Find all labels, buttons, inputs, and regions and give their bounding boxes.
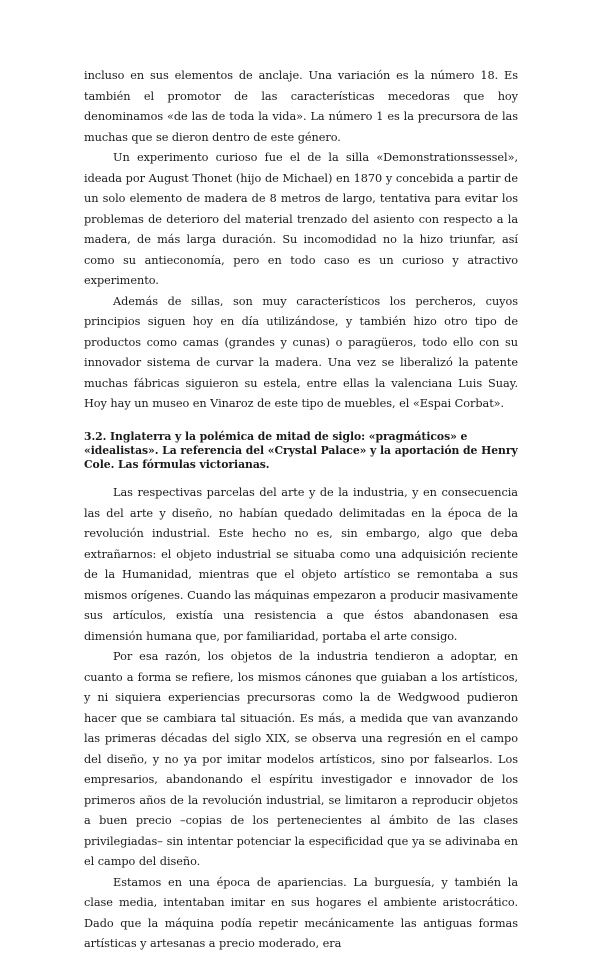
paragraph-percheros: Además de sillas, son muy característicos los percheros, cuyos principios siguen hoy en día utilizándose, y también hizo otro tipo de productos como camas (grandes y cunas) o paragüeros, todo ello con su innovador sistema de curvar la madera. Una vez se liberalizó la patente muchas fábricas siguieron su estela, entre ellas la valenciana Luis Suay. Hoy hay un museo en Vinaroz de este tipo de muebles, el «Espai Corbat». (84, 294, 518, 410)
paragraph-demonstrationssessel: Un experimento curioso fue el de la silla «Demonstrationssessel», ideada por August Thonet (hijo de Michael) en 1870 y concebida a partir de un solo elemento de madera de 8 metros de largo, tentativa para evitar los problemas de deterioro del material trenzado del asiento con respecto a la madera, de más larga duración. Su incomodidad no la hizo triunfar, así como su antieconomía, pero en todo caso es un curioso y atractivo experimento. (84, 151, 518, 287)
document-page (84, 66, 518, 955)
paragraph-anclaje: incluso en sus elementos de anclaje. Una variación es la número 18. Es también el promotor de las características mecedoras que hoy denominamos «de las de toda la vida». La número 1 es la precursora de las muchas que se dieron dentro de este género. (84, 69, 518, 144)
paragraph-arte-industria: Las respectivas parcelas del arte y de la industria, y en consecuencia las del arte y diseño, no habían quedado delimitadas en la época de la revolución industrial. Este hecho no es, sin embargo, algo que deba extrañarnos: el objeto industrial se situaba como una adquisición reciente de la Humanidad, mientras que el objeto artístico se remontaba a sus mismos orígenes. Cuando las máquinas empezaron a producir masivamente sus artículos, existía una resistencia a que éstos abandonasen esa dimensión humana que, por familiaridad, portaba el arte consigo. (84, 486, 518, 643)
paragraph-apariencias: Estamos en una época de apariencias. La burguesía, y también la clase media, intentaban imitar en sus hogares el ambiente aristocrático. Dado que la máquina podía repetir mecánicamente las antiguas formas artísticas y artesanas a precio moderado, era (84, 875, 518, 951)
section-heading: 3.2. Inglaterra y la polémica de mitad de siglo: «pragmáticos» e «idealistas». La referencia del «Crystal Palace» y la aportación de Henry Cole. Las fórmulas victorianas. (84, 429, 518, 472)
paragraph-canones: Por esa razón, los objetos de la industria tendieron a adoptar, en cuanto a forma se refiere, los mismos cánones que guiaban a los artísticos, y ni siquiera experiencias precursoras como la de Wedgwood pudieron hacer que se cambiara tal situación. Es más, a medida que van avanzando las primeras décadas del siglo XIX, se observa una regresión en el campo del diseño, y no ya por imitar modelos artísticos, sino por falsearlos. Los empresarios, abandonando el espíritu investigador e innovador de los primeros años de la revolución industrial, se limitaron a reproducir objetos a buen precio –copias de los pertenecientes al ámbito de las clases privilegiadas– sin intentar potenciar la especificidad que ya se adivinaba en el campo del diseño. (84, 650, 518, 869)
